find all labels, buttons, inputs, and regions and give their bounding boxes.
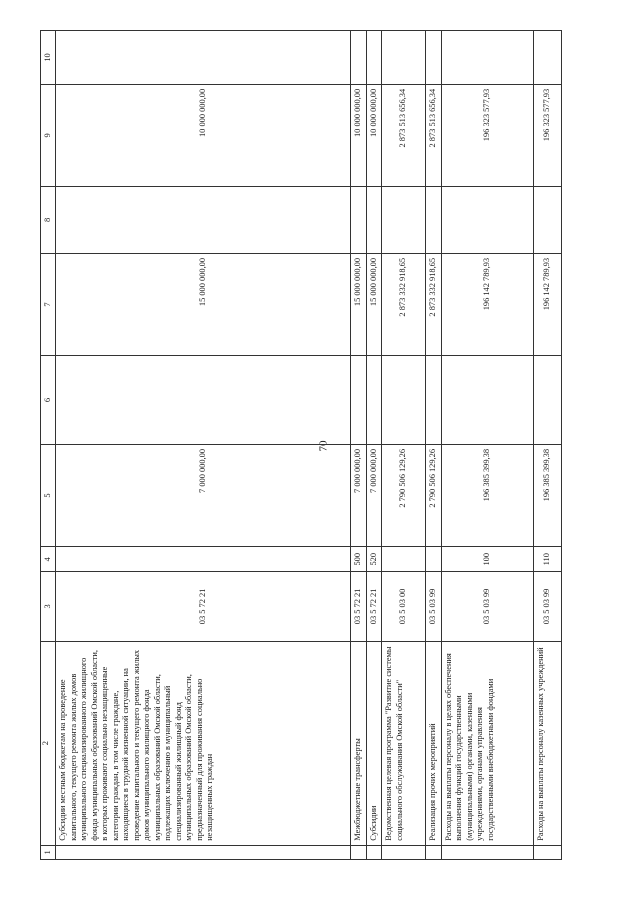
row-value-5: 2 790 506 129,26 (382, 444, 426, 546)
table-row (441, 31, 533, 860)
row-value-9: 2 873 513 656,34 (382, 84, 426, 186)
column-header-5: 5 (41, 444, 56, 546)
row-type (56, 547, 351, 572)
table-header-row (41, 31, 56, 860)
column-header-6: 6 (41, 356, 56, 445)
row-value-7: 15 000 000,00 (351, 253, 367, 355)
row-type: 520 (366, 547, 382, 572)
row-code: 03 5 72 21 (56, 572, 351, 641)
row-value-9: 10 000 000,00 (351, 84, 367, 186)
row-value-9: 196 323 577,93 (441, 84, 533, 186)
row-value-7: 2 873 332 918,65 (426, 253, 442, 355)
row-value-9: 10 000 000,00 (56, 84, 351, 186)
column-header-10: 10 (41, 31, 56, 85)
table-row (382, 31, 426, 860)
column-header-9: 9 (41, 84, 56, 186)
row-type: 100 (441, 547, 533, 572)
row-value-5: 7 000 000,00 (351, 444, 367, 546)
row-value-7: 2 873 332 918,65 (382, 253, 426, 355)
row-name: Расходы на выплаты персоналу в целях обеспечения выполнения функций государственными (муниципальными) органами, казенными учреждениями, органами управления государственными внебюджетными фондами (441, 641, 533, 845)
row-code: 03 5 72 21 (351, 572, 367, 641)
row-value-5: 7 000 000,00 (366, 444, 382, 546)
column-header-2: 2 (41, 641, 56, 845)
column-header-8: 8 (41, 186, 56, 253)
row-code: 03 5 03 99 (533, 572, 561, 641)
column-header-7: 7 (41, 253, 56, 355)
row-value-7: 196 142 789,93 (533, 253, 561, 355)
row-value-5: 2 790 506 129,26 (426, 444, 442, 546)
table-row (426, 31, 442, 860)
row-code: 03 5 03 99 (426, 572, 442, 641)
row-value-7: 196 142 789,93 (441, 253, 533, 355)
row-code: 03 5 03 00 (382, 572, 426, 641)
column-header-4: 4 (41, 547, 56, 572)
page-number: 70 (317, 440, 330, 452)
row-code: 03 5 03 99 (441, 572, 533, 641)
row-type: 500 (351, 547, 367, 572)
row-type (426, 547, 442, 572)
table-row (351, 31, 367, 860)
row-type (382, 547, 426, 572)
row-value-5: 196 385 399,38 (533, 444, 561, 546)
row-value-5: 7 000 000,00 (56, 444, 351, 546)
column-header-1: 1 (41, 845, 56, 859)
row-value-9: 196 323 577,93 (533, 84, 561, 186)
row-name: Реализация прочих мероприятий (426, 641, 442, 845)
budget-table (40, 30, 562, 860)
budget-table-sheet (40, 30, 580, 860)
row-name: Межбюджетные трансферты (351, 641, 367, 845)
row-name: Ведомственная целевая программа "Развитие системы социального обслуживания Омской области" (382, 641, 426, 845)
row-value-7: 15 000 000,00 (366, 253, 382, 355)
table-row (366, 31, 382, 860)
row-code: 03 5 72 21 (366, 572, 382, 641)
row-value-5: 196 385 399,38 (441, 444, 533, 546)
row-name: Субсидии местным бюджетам на проведение капитального, текущего ремонта жилых домов муниципального специализированного жилищного фонда муниципальных образований Омской области, в которых проживают социально незащищенные категории граждан, в том числе граждане, находящиеся в трудной жизненной ситуации, на проведение капитального и текущего ремонта жилых домов муниципального жилищного фонда муниципальных образований Омской области, подлежащих включению в муниципальный специализированный жилищный фонд муниципальных образований Омской области, предназначенный для проживания социально незащищенных граждан (56, 641, 351, 845)
row-name: Расходы на выплаты персоналу казенных учреждений (533, 641, 561, 845)
column-header-3: 3 (41, 572, 56, 641)
row-value-9: 10 000 000,00 (366, 84, 382, 186)
row-name: Субсидии (366, 641, 382, 845)
table-row (56, 31, 351, 860)
row-value-7: 15 000 000,00 (56, 253, 351, 355)
row-value-9: 2 873 513 656,34 (426, 84, 442, 186)
row-type: 110 (533, 547, 561, 572)
table-row (533, 31, 561, 860)
